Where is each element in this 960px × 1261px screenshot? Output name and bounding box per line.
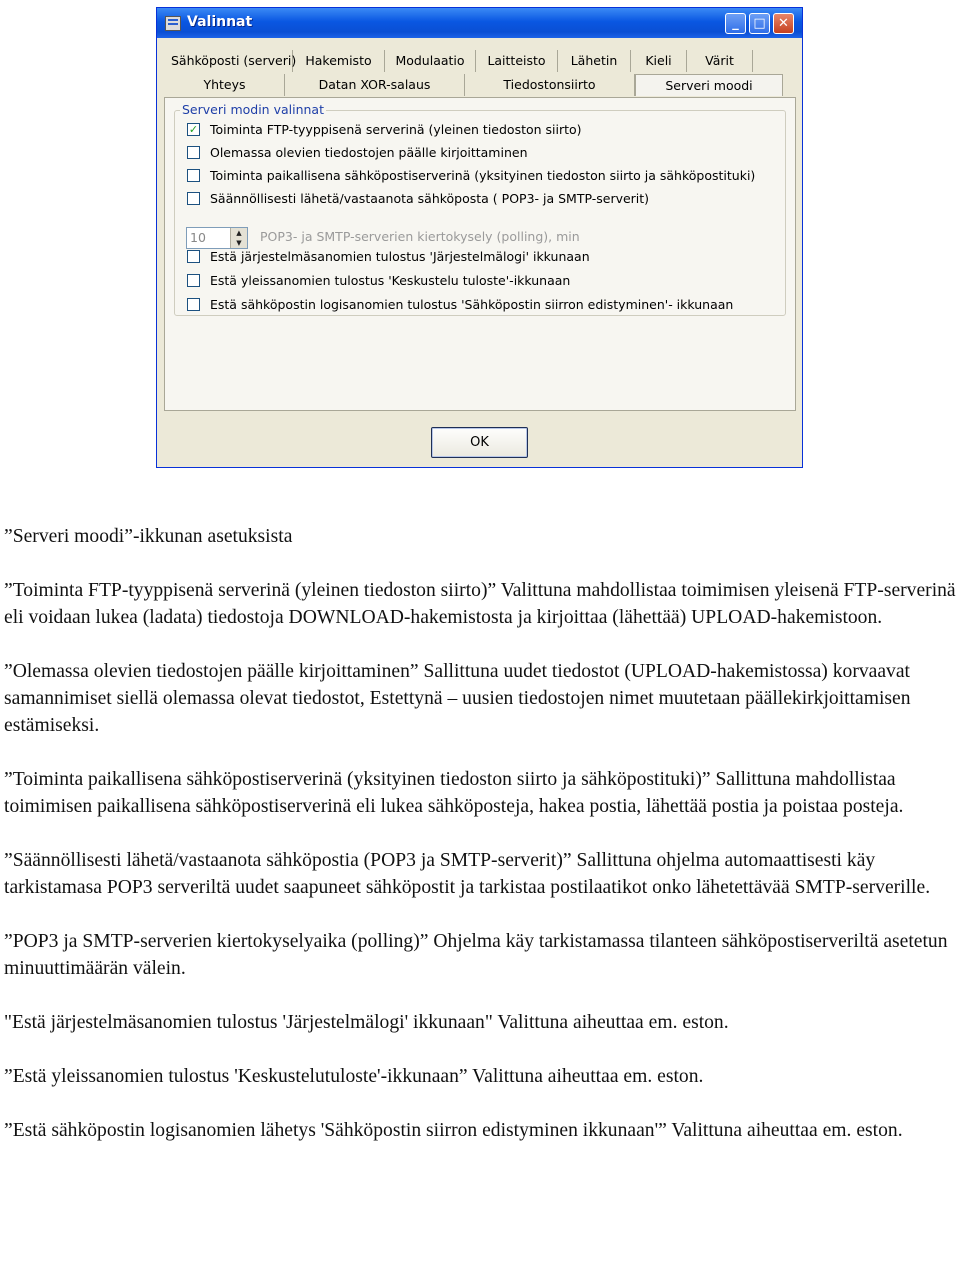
checkbox[interactable] [187, 298, 200, 311]
document-body [4, 523, 959, 1171]
close-button[interactable] [773, 13, 794, 34]
doc-paragraph: ”Toiminta paikallisena sähköpostiserverinä (yksityinen tiedoston siirto ja sähköpostituki)” Sallittuna mahdollistaa toimimisen paikallisena sähköpostiserverinä eli lukea sähköposteja, hakea postia, lähettää postia ja poistaa posteja. [4, 769, 904, 817]
minimize-icon: _ [732, 16, 739, 31]
doc-paragraph: "Estä järjestelmäsanomien tulostus 'Järjestelmälogi' ikkunaan" Valittuna aiheuttaa em. eston. [4, 1012, 729, 1033]
checkbox[interactable] [187, 146, 200, 159]
close-icon: ✕ [778, 16, 789, 31]
window-icon [165, 16, 181, 31]
tab-hardware[interactable]: Laitteisto [476, 50, 558, 72]
tab-file-transfer[interactable]: Tiedostonsiirto [465, 74, 635, 96]
maximize-icon: □ [753, 16, 766, 31]
polling-spinner[interactable] [186, 227, 248, 249]
option-label: Säännöllisesti lähetä/vastaanota sähköposta ( POP3- ja SMTP-serverit) [210, 191, 650, 206]
tab-colors[interactable]: Värit [687, 50, 753, 72]
option-label: Estä sähköpostin logisanomien tulostus 'Sähköpostin siirron edistyminen'- ikkunaan [210, 297, 734, 312]
tab-server-mode[interactable]: Serveri moodi [635, 74, 783, 96]
doc-paragraph: ”Olemassa olevien tiedostojen päälle kirjoittaminen” Sallittuna uudet tiedostot (UPLOAD-hakemistossa) korvaavat samannimiset siellä olemassa olevat tiedostot, Estettynä – uusien tiedostojen nimet muutetaan päällekirkjoittamisen estämiseksi. [4, 661, 911, 736]
ok-button[interactable]: OK [431, 427, 528, 458]
checkbox[interactable] [187, 274, 200, 287]
tab-modulation[interactable]: Modulaatio [385, 50, 476, 72]
option-label: Estä järjestelmäsanomien tulostus 'Järjestelmälogi' ikkunaan [210, 249, 590, 264]
doc-paragraph: ”Säännöllisesti lähetä/vastaanota sähköpostia (POP3 ja SMTP-serverit)” Sallittuna ohjelma automaattisesti käy tarkistamasa POP3 serveriltä uudet saapuneet sähköpostit ja tarkistaa postilaatikot onko lähetettävää SMTP-serverille. [4, 850, 931, 898]
polling-value: 10 [190, 230, 206, 245]
tab-directory[interactable]: Hakemisto [293, 50, 385, 72]
doc-paragraph: ”Estä yleissanomien tulostus 'Keskustelutuloste'-ikkunaan” Valittuna aiheuttaa em. eston. [4, 1066, 704, 1087]
polling-label: POP3- ja SMTP-serverien kiertokysely (polling), min [260, 229, 580, 244]
minimize-button[interactable] [725, 13, 746, 34]
option-label: Toiminta FTP-tyyppisenä serverinä (yleinen tiedoston siirto) [210, 122, 582, 137]
spin-down-icon[interactable]: ▼ [236, 239, 242, 247]
doc-heading: ”Serveri moodi”-ikkunan asetuksista [4, 526, 293, 547]
tab-transmitter[interactable]: Lähetin [558, 50, 631, 72]
doc-paragraph: ”Toiminta FTP-tyyppisenä serverinä (yleinen tiedoston siirto)” Valittuna mahdollistaa toimimisen yleisenä FTP-serverinä eli voidaan lukea (ladata) tiedostoja DOWNLOAD-hakemistosta ja kirjoittaa (lähettää) UPLOAD-hakemistoon. [4, 580, 956, 628]
window-title: Valinnat [187, 14, 253, 30]
spinner-buttons [230, 228, 247, 248]
title-bar[interactable] [157, 8, 802, 38]
checkbox[interactable] [187, 169, 200, 182]
checkbox[interactable] [187, 192, 200, 205]
doc-paragraph: ”POP3 ja SMTP-serverien kiertokyselyaika (polling)” Ohjelma käy tarkistamassa tilanteen sähköpostiserveriltä asetetun minuuttimäärän välein. [4, 931, 948, 979]
checkbox[interactable] [187, 250, 200, 263]
doc-paragraph: ”Estä sähköpostin logisanomien lähetys 'Sähköpostin siirron edistyminen ikkunaan'” Valittuna aiheuttaa em. eston. [4, 1120, 903, 1141]
tab-panel [164, 97, 796, 411]
spin-up-icon[interactable]: ▲ [236, 229, 242, 237]
maximize-button[interactable] [749, 13, 770, 34]
option-label: Toiminta paikallisena sähköpostiserverinä (yksityinen tiedoston siirto ja sähköpostituki) [210, 168, 756, 183]
tab-connection[interactable]: Yhteys [165, 74, 285, 96]
checkbox[interactable]: ✓ [188, 123, 199, 136]
tab-xor-encryption[interactable]: Datan XOR-salaus [285, 74, 465, 96]
server-mode-group [174, 102, 786, 316]
group-label: Serveri modin valinnat [182, 102, 324, 117]
option-label: Olemassa olevien tiedostojen päälle kirjoittaminen [210, 145, 528, 160]
tab-email-server[interactable]: Sähköposti (serveri) [171, 50, 293, 72]
tab-language[interactable]: Kieli [631, 50, 687, 72]
option-label: Estä yleissanomien tulostus 'Keskustelu tuloste'-ikkunaan [210, 273, 571, 288]
options-dialog [156, 7, 803, 468]
